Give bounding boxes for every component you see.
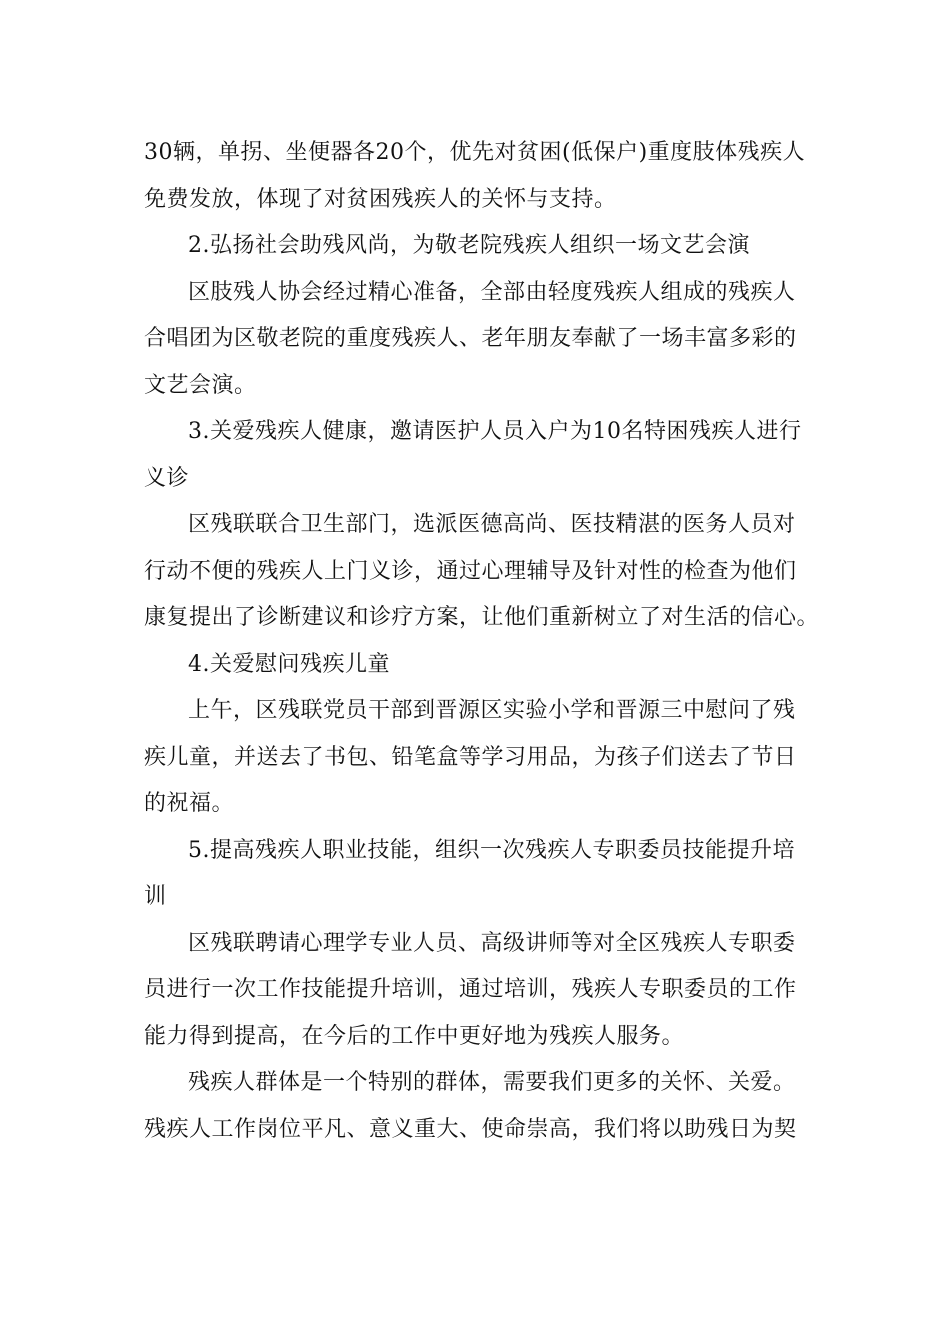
text-line: 疾儿童，并送去了书包、铅笔盒等学习用品，为孩子们送去了节日 bbox=[144, 744, 797, 770]
text-line: 员进行一次工作技能提升培训，通过培训，残疾人专职委员的工作 bbox=[144, 977, 797, 1002]
paragraph-section-4 bbox=[144, 688, 809, 828]
text-line: 训 bbox=[144, 884, 167, 909]
text-line: 免费发放，体现了对贫困残疾人的关怀与支持。 bbox=[144, 186, 617, 212]
text-line: 上午，区残联党员干部到晋源区实验小学和晋源三中慰问了残 bbox=[188, 698, 796, 723]
text-line: 4.关爱慰问残疾儿童 bbox=[188, 651, 390, 677]
text-line: 义诊 bbox=[144, 465, 190, 491]
section-heading-2 bbox=[144, 223, 809, 270]
text-line: 区残联联合卫生部门，选派医德高尚、医技精湛的医务人员对 bbox=[188, 512, 796, 537]
text-line: 区残联聘请心理学专业人员、高级讲师等对全区残疾人专职委 bbox=[188, 930, 796, 956]
text-line: 3.关爱残疾人健康，邀请医护人员入户为10名特困残疾人进行 bbox=[188, 419, 802, 444]
text-line: 5.提高残疾人职业技能，组织一次残疾人专职委员技能提升培 bbox=[188, 837, 795, 863]
document-body bbox=[144, 130, 820, 1153]
text-line: 文艺会演。 bbox=[144, 372, 257, 398]
section-heading-5 bbox=[144, 828, 809, 921]
text-line: 2.弘扬社会助残风尚，为敬老院残疾人组织一场文艺会演 bbox=[188, 233, 750, 258]
section-heading-3 bbox=[144, 409, 809, 502]
text-line: 合唱团为区敬老院的重度残疾人、老年朋友奉献了一场丰富多彩的 bbox=[144, 326, 797, 351]
paragraph-section-2 bbox=[144, 270, 809, 410]
paragraph-intro-continued bbox=[144, 130, 809, 223]
text-line: 能力得到提高，在今后的工作中更好地为残疾人服务。 bbox=[144, 1023, 685, 1049]
section-heading-4 bbox=[144, 642, 809, 689]
paragraph-section-3 bbox=[144, 502, 820, 642]
text-line: 30辆，单拐、坐便器各20个，优先对贫困(低保户)重度肢体残疾人 bbox=[144, 140, 806, 165]
text-line: 残疾人群体是一个特别的群体，需要我们更多的关怀、关爱。 bbox=[188, 1070, 796, 1095]
paragraph-closing bbox=[144, 1060, 809, 1153]
paragraph-section-5 bbox=[144, 921, 809, 1061]
text-line: 区肢残人协会经过精心准备，全部由轻度残疾人组成的残疾人 bbox=[188, 279, 796, 305]
text-line: 的祝福。 bbox=[144, 791, 235, 816]
text-line: 行动不便的残疾人上门义诊，通过心理辅导及针对性的检查为他们 bbox=[144, 558, 797, 584]
text-line: 康复提出了诊断建议和诊疗方案，让他们重新树立了对生活的信心。 bbox=[144, 605, 820, 630]
text-line: 残疾人工作岗位平凡、意义重大、使命崇高，我们将以助残日为契 bbox=[144, 1116, 797, 1142]
